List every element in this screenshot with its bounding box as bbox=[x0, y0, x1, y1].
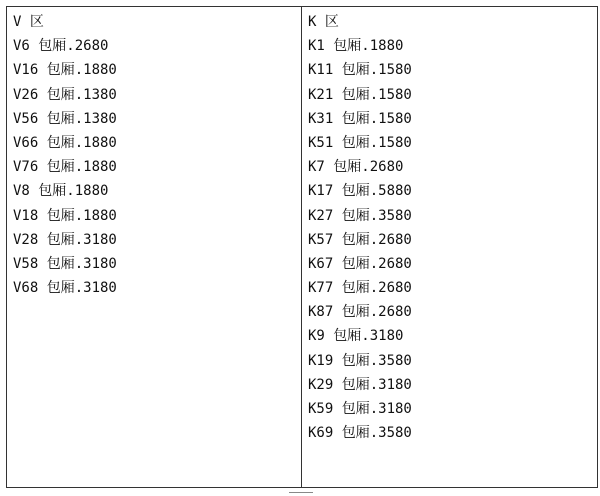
list-item: K51 包厢.1580 bbox=[308, 134, 412, 151]
list-item: V28 包厢.3180 bbox=[13, 231, 117, 248]
list-item: V58 包厢.3180 bbox=[13, 255, 117, 272]
list-item: V66 包厢.1880 bbox=[13, 134, 117, 151]
list-item: K9 包厢.3180 bbox=[308, 328, 404, 345]
price-table bbox=[6, 6, 598, 488]
list-item: K11 包厢.1580 bbox=[308, 62, 412, 79]
list-item: K31 包厢.1580 bbox=[308, 110, 412, 127]
list-item: K21 包厢.1580 bbox=[308, 86, 412, 103]
k-zone-column bbox=[302, 7, 597, 487]
list-item: K19 包厢.3580 bbox=[308, 352, 412, 369]
list-item: V76 包厢.1880 bbox=[13, 159, 117, 176]
page-edge-mark bbox=[289, 492, 313, 496]
list-item: K87 包厢.2680 bbox=[308, 304, 412, 321]
list-item: V56 包厢.1380 bbox=[13, 110, 117, 127]
v-zone-heading: V 区 bbox=[13, 14, 44, 30]
list-item: K57 包厢.2680 bbox=[308, 231, 412, 248]
list-item: V26 包厢.1380 bbox=[13, 86, 117, 103]
list-item: V68 包厢.3180 bbox=[13, 280, 117, 297]
list-item: K17 包厢.5880 bbox=[308, 183, 412, 200]
list-item: K29 包厢.3180 bbox=[308, 376, 412, 393]
list-item: K27 包厢.3580 bbox=[308, 207, 412, 224]
v-zone-column bbox=[7, 7, 302, 487]
list-item: K1 包厢.1880 bbox=[308, 38, 404, 55]
list-item: K67 包厢.2680 bbox=[308, 255, 412, 272]
list-item: V8 包厢.1880 bbox=[13, 183, 109, 200]
list-item: V18 包厢.1880 bbox=[13, 207, 117, 224]
list-item: K59 包厢.3180 bbox=[308, 401, 412, 417]
list-item: K77 包厢.2680 bbox=[308, 280, 412, 297]
list-item: K69 包厢.3580 bbox=[308, 425, 412, 442]
list-item: K7 包厢.2680 bbox=[308, 159, 404, 176]
k-zone-heading: K 区 bbox=[308, 14, 339, 30]
list-item: V6 包厢.2680 bbox=[13, 38, 109, 55]
list-item: V16 包厢.1880 bbox=[13, 62, 117, 79]
